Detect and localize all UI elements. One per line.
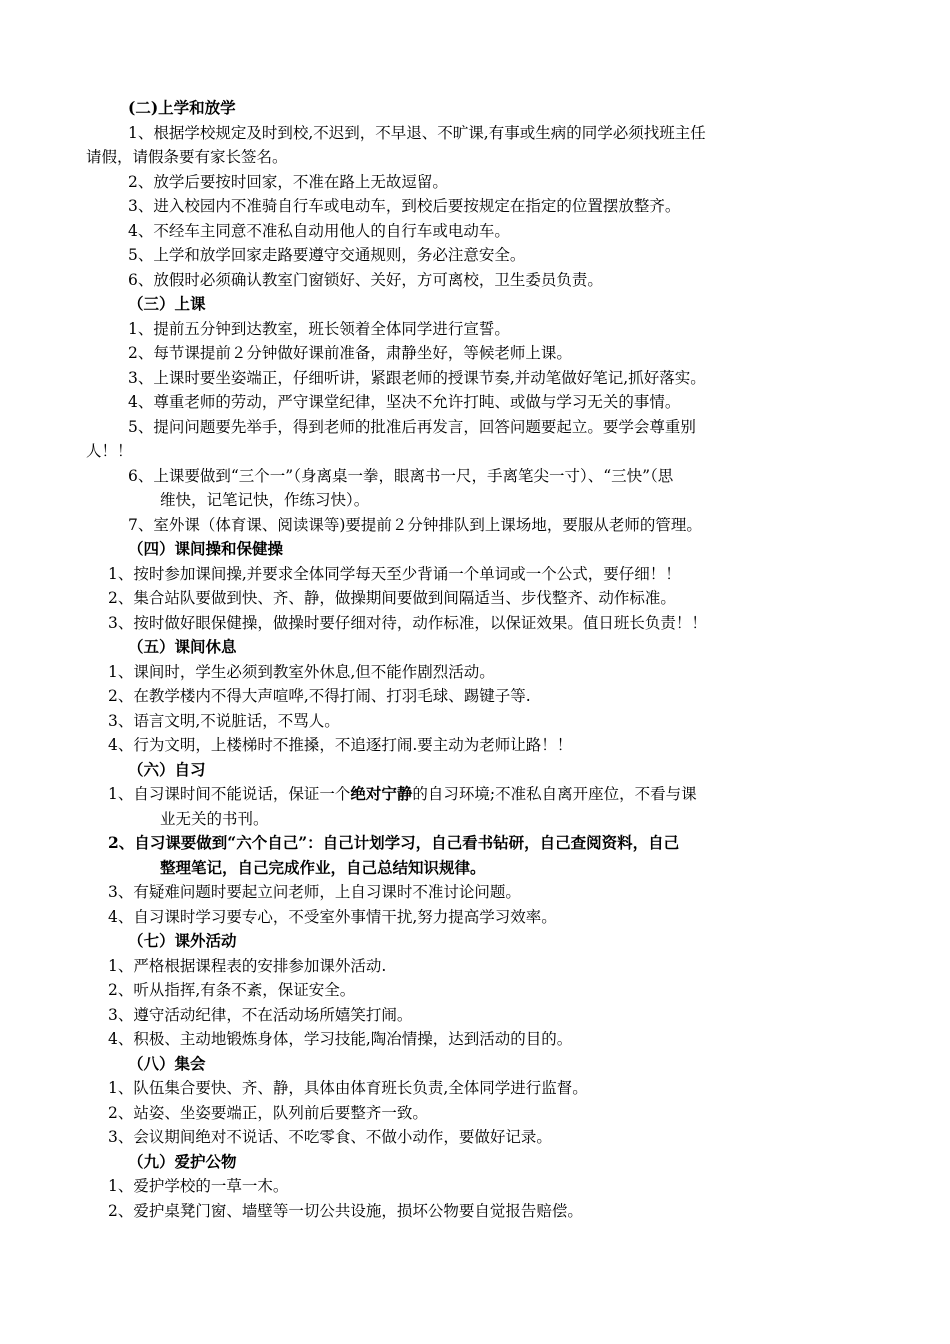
rule-line: 3、有疑难问题时要起立问老师，上自习课时不准讨论问题。 (108, 883, 521, 901)
rule-line: 3、进入校园内不准骑自行车或电动车，到校后要按规定在指定的位置摆放整齐。 (128, 197, 681, 215)
section-heading-exercises: （四）课间操和保健操 (128, 539, 284, 558)
rule-line: 6、放假时必须确认教室门窗锁好、关好，方可离校，卫生委员负责。 (128, 270, 603, 289)
rule-line: 2、站姿、坐姿要端正，队列前后要整齐一致。 (108, 1103, 428, 1122)
rule-line: 2、在教学楼内不得大声喧哗,不得打闹、打羽毛球、踢键子等. (108, 687, 531, 705)
section-heading-assembly: （八）集会 (128, 1053, 206, 1073)
section-heading-class: （三）上课 (128, 294, 206, 313)
section-heading-extracurricular: （七）课外活动 (128, 931, 237, 950)
rule-line: 维快，记笔记快，作练习快）。 (160, 491, 370, 509)
rule-line: 2、每节课提前２分钟做好课前准备，肃静坐好，等候老师上课。 (128, 344, 572, 362)
section-heading-break: （五）课间休息 (128, 637, 237, 656)
rule-line: 3、遵守活动纪律，不在活动场所嬉笑打闹。 (108, 1005, 413, 1024)
rule-line: 3、上课时要坐姿端正，仔细听讲，紧跟老师的授课节奏,并动笔做好笔记,抓好落实。 (128, 368, 706, 387)
rule-line: 人！！ (86, 442, 133, 460)
section-heading-arrival-dismissal: (二)上学和放学 (128, 98, 236, 117)
rule-line: 1、爱护学校的一草一木。 (108, 1177, 289, 1195)
rule-line: 4、积极、主动地锻炼身体，学习技能,陶冶情操，达到活动的目的。 (108, 1030, 573, 1048)
rule-line: 1、严格根据课程表的安排参加课外活动. (108, 956, 387, 975)
rule-line: 2、放学后要按时回家，不准在路上无故逗留。 (128, 172, 448, 191)
rule-line: 业无关的书刊。 (160, 809, 269, 828)
rule-line: 请假，请假条要有家长签名。 (86, 148, 288, 166)
rule-line: 2、听从指挥,有条不紊，保证安全。 (108, 981, 356, 999)
rule-line: 1、队伍集合要快、齐、静，具体由体育班长负责,全体同学进行监督。 (108, 1079, 588, 1097)
rule-line-bold: 整理笔记，自己完成作业，自己总结知识规律。 (160, 857, 486, 877)
rule-line: 7、室外课（体育课、阅读课等)要提前２分钟排队到上课场地，要服从老师的管理。 (128, 515, 702, 534)
rule-line: 6、上课要做到“三个一”（身离桌一拳，眼离书一尺，手离笔尖一寸）、“三快”（思 (128, 466, 674, 485)
section-heading-public-property: （九）爱护公物 (128, 1151, 237, 1171)
rule-text: 的自习环境;不准私自离开座位，不看与课 (412, 785, 697, 803)
rule-line: 1、提前五分钟到达教室，班长领着全体同学进行宣誓。 (128, 319, 510, 338)
rule-line: 2、集合站队要做到快、齐、静，做操期间要做到间隔适当、步伐整齐、动作标准。 (108, 589, 676, 607)
rule-line: 1、课间时，学生必须到教室外休息,但不能作剧烈活动。 (108, 662, 495, 681)
rule-line: 2、爱护桌凳门窗、墙壁等一切公共设施，损坏公物要自觉报告赔偿。 (108, 1201, 583, 1220)
rule-line: 4、尊重老师的劳动，严守课堂纪律，坚决不允许打盹、或做与学习无关的事情。 (128, 393, 681, 411)
emphasis-text: 绝对宁静 (350, 784, 413, 803)
rule-line: 3、语言文明,不说脏话，不骂人。 (108, 711, 340, 730)
rule-line: 1、根据学校规定及时到校,不迟到，不早退、不旷课,有事或生病的同学必须找班主任 (128, 123, 706, 142)
section-heading-self-study: （六）自习 (128, 759, 206, 779)
rule-line: 4、自习课时学习要专心，不受室外事情干扰,努力提高学习效率。 (108, 907, 557, 926)
rule-line: 3、按时做好眼保健操，做操时要仔细对待，动作标准，以保证效果。值日班长负责！！ (108, 613, 707, 632)
rule-line: 4、不经车主同意不准私自动用他人的自行车或电动车。 (128, 221, 510, 240)
rule-line: 5、提问问题要先举手，得到老师的批准后再发言，回答问题要起立。要学会尊重别 (128, 417, 696, 436)
rule-line: 4、行为文明，上楼梯时不推搡，不追逐打闹.要主动为老师让路！！ (108, 736, 573, 754)
rule-text: 1、自习课时间不能说话，保证一个 (108, 785, 351, 803)
rule-line (0, 782, 950, 807)
rule-line: 3、会议期间绝对不说话、不吃零食、不做小动作，要做好记录。 (108, 1128, 552, 1146)
rules-document (0, 96, 950, 1223)
rule-line: 1、按时参加课间操,并要求全体同学每天至少背诵一个单词或一个公式，要仔细！！ (108, 564, 681, 583)
rule-line-bold: 2、自习课要做到“六个自己”：自己计划学习，自己看书钻研，自己查阅资料，自己 (108, 833, 680, 852)
rule-line: 5、上学和放学回家走路要遵守交通规则，务必注意安全。 (128, 246, 526, 264)
